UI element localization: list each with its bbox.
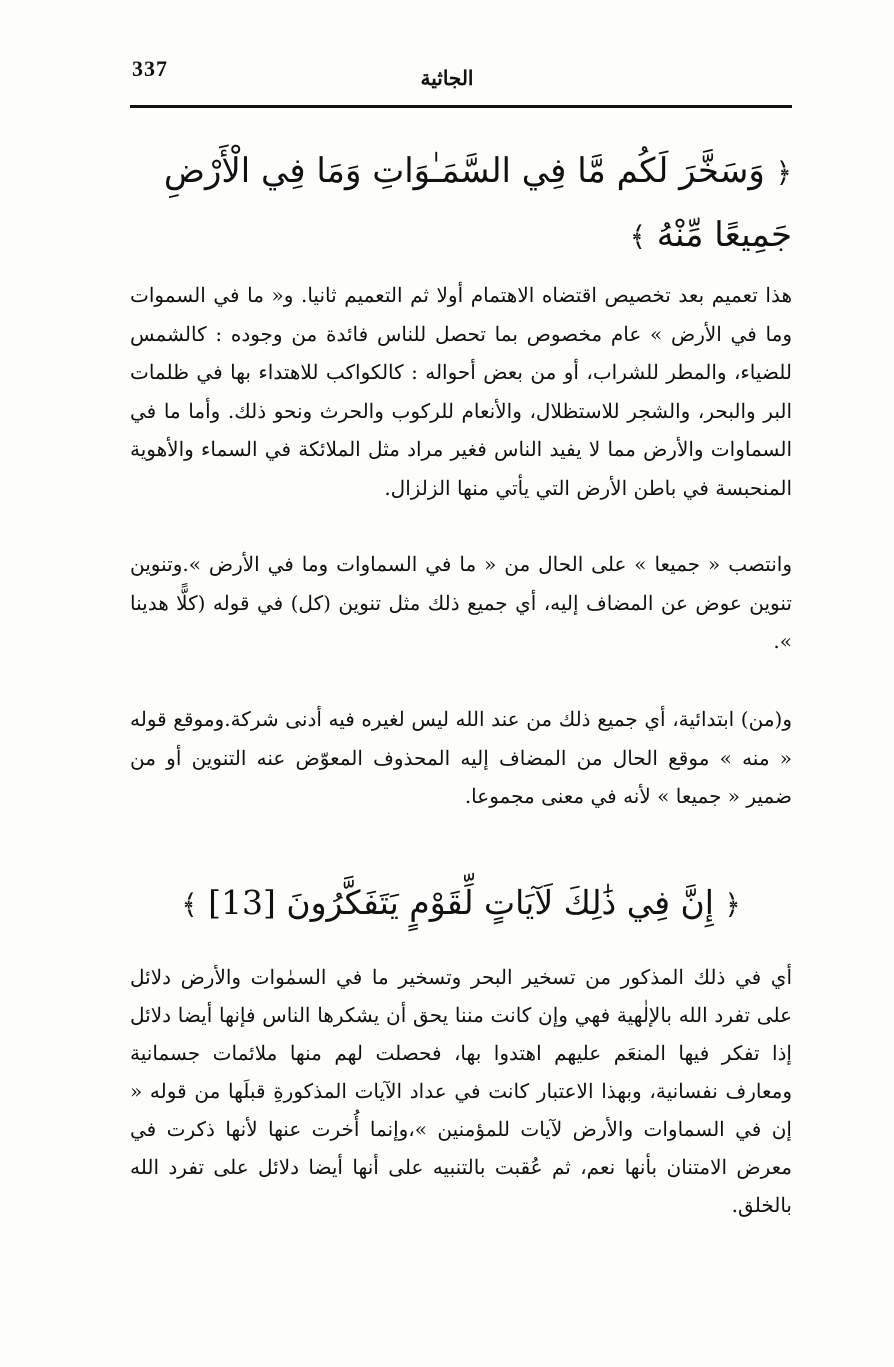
commentary-paragraph: و(من) ابتدائية، أي جميع ذلك من عند الله ليس لغيره فيه أدنى شركة.وموقع قوله « منه » موقع الحال من المضاف إليه المحذوف المعوّض عنه التنوين أو من ضمير « جميعا » لأنه في معنى مجموعا.: [130, 707, 792, 808]
quran-verse: [130, 140, 792, 268]
commentary-paragraph: وانتصب « جميعا » على الحال من « ما في السماوات وما في الأرض ».وتنوين تنوين عوض عن المضاف إليه، أي جميع ذلك مثل تنوين (كل) في قوله (كلًّا هدينا ».: [130, 552, 792, 653]
verse-text: إِنَّ فِي ذَٰلِكَ لَآيَاتٍ لِّقَوْمٍ يَتَفَكَّرُونَ: [286, 883, 714, 922]
ornate-bracket-open: ﴿: [724, 888, 741, 921]
ornate-bracket-open: ﴿: [775, 156, 792, 189]
header-rule: [130, 105, 792, 108]
commentary-paragraph: هذا تعميم بعد تخصيص اقتضاه الاهتمام أولا ثم التعميم ثانيا. و« ما في السموات وما في الأرض » عام مخصوص بما تحصل للناس فائدة من وجوده : كالشمس للضياء، والمطر للشراب، أو من بعض أحواله : كالكواكب للاهتداء بها في ظلمات البر والبحر، والشجر للاستظلال، والأنعام للركوب والحرث ونحو ذلك. وأما ما في السماوات والأرض مما لا يفيد الناس فغير مراد مثل الملائكة في السماء والأهوية المنحبسة في باطن الأرض التي يأتي منها الزلزال.: [130, 283, 793, 500]
quran-verse: [130, 872, 792, 936]
ornate-bracket-close: ﴾: [629, 220, 646, 253]
ornate-bracket-close: ﴾: [181, 888, 198, 921]
commentary-paragraph: أي في ذلك المذكور من تسخير البحر وتسخير ما في السمٰوات والأرض دلائل على تفرد الله بالإلٰهية فهي وإن كانت مننا يحق أن يشكرها الناس فإنها أيضا دلائل إذا تفكر فيها المنعَم عليهم اهتدوا بها، فحصلت لهم منها ملائمات جسمانية ومعارف نفسانية، وبهذا الاعتبار كانت في عداد الآيات المذكورةِ قبلَها من قوله « إن في السماوات والأرض لآيات للمؤمنين »،وإنما أُخرت عنها لأنها ذكرت في معرض الامتنان بأنها نعم، ثم عُقبت بالتنبيه على أنها أيضا دلائل على تفرد الله بالخلق.: [130, 965, 792, 1217]
surah-title: الجاثية: [420, 66, 474, 90]
page-number: 337: [132, 56, 168, 81]
verse-text: وَسَخَّرَ لَكُم مَّا فِي السَّمَـٰوَاتِ وَمَا فِي الْأَرْضِ جَمِيعًا مِّنْهُ: [163, 151, 792, 255]
verse-number: [13]: [208, 883, 276, 922]
